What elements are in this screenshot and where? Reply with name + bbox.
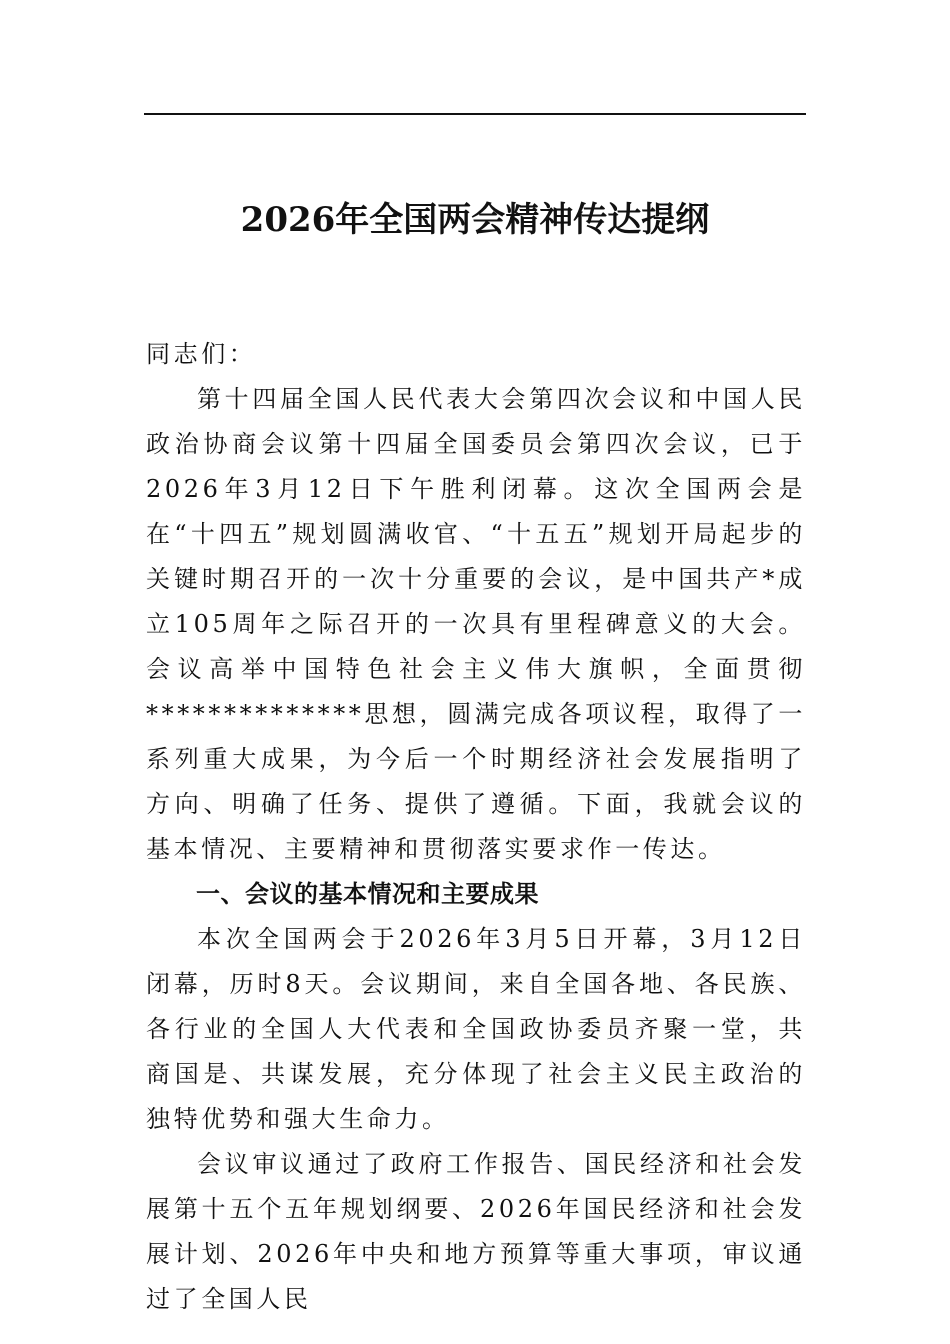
document-body — [146, 332, 806, 1322]
intro-paragraph: 第十四届全国人民代表大会第四次会议和中国人民政治协商会议第十四届全国委员会第四次会议，已于2026年3月12日下午胜利闭幕。这次全国两会是在“十四五”规划圆满收官、“十五五”规划开局起步的关键时期召开的一次十分重要的会议，是中国共产*成立105周年之际召开的一次具有里程碑意义的大会。会议高举中国特色社会主义伟大旗帜，全面贯彻**************思想，圆满完成各项议程，取得了一系列重大成果，为今后一个时期经济社会发展指明了方向、明确了任务、提供了遵循。下面，我就会议的基本情况、主要精神和贯彻落实要求作一传达。 — [146, 385, 806, 863]
document-title: 2026年全国两会精神传达提纲 — [240, 200, 710, 240]
salutation: 同志们： — [146, 340, 257, 368]
section-heading-1: 一、会议的基本情况和主要成果 — [196, 880, 539, 908]
header-rule — [144, 113, 806, 115]
section1-paragraph-1: 本次全国两会于2026年3月5日开幕，3月12日闭幕，历时8天。会议期间，来自全国各地、各民族、各行业的全国人大代表和全国政协委员齐聚一堂，共商国是、共谋发展，充分体现了社会主义民主政治的独特优势和强大生命力。 — [146, 925, 806, 1133]
section1-paragraph-2: 会议审议通过了政府工作报告、国民经济和社会发展第十五个五年规划纲要、2026年国民经济和社会发展计划、2026年中央和地方预算等重大事项，审议通过了全国人民 — [146, 1150, 806, 1313]
